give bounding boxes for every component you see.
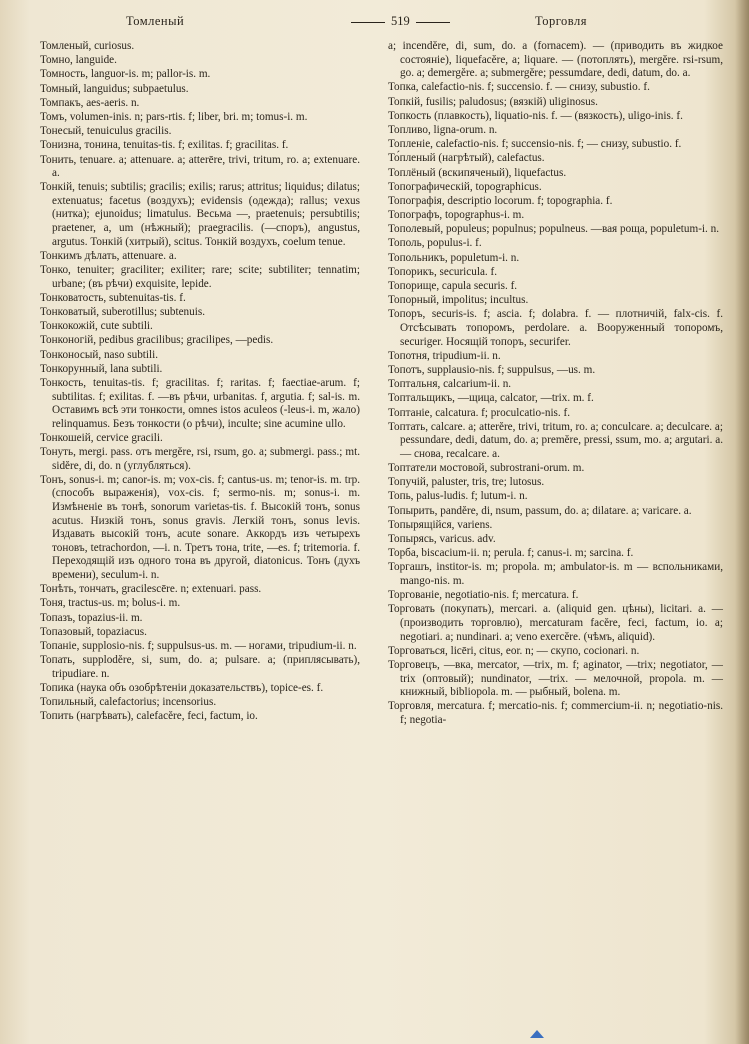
dictionary-entry: Топучій, paluster, tris, tre; lutosus. (388, 476, 545, 489)
dictionary-entry: Тонкость, tenuitas-tis. f; gracilitas. f; raritas. f; faectiae-arum. f; subtilitas. f; exilitas. f. —въ рѣчи, urbanitas. f, argutia. f; sal-is. m. Оставимъ всѣ эти тонкости, omnes istos aculeos (-leus-i. m, жало) relinquamus. Безъ тонкости (о рѣчи), inculte; sine acumine ullo. (40, 376, 360, 430)
dictionary-entry: Томпакъ, aes-aeris. n. (40, 96, 140, 109)
dictionary-entry: Топорикъ, securicula. f. (388, 265, 498, 278)
dictionary-entry: Тополевый, populeus; populnus; populneus. —вая роща, populetum-i. n. (388, 223, 720, 236)
dictionary-entry: Топка, calefactio-nis. f; succensio. f. — снизу, subustio. f. (388, 81, 650, 94)
dictionary-entry: Топить (нагрѣвать), calefacĕre, feci, factum, io. (40, 710, 258, 723)
dictionary-entry: Томный, languidus; subpaetulus. (40, 82, 189, 95)
header-left-word: Томленый (126, 14, 185, 28)
dictionary-entry: Тонко, tenuiter; graciliter; exiliter; rare; scite; subtiliter; tennatim; urbane; (въ рѣчи) exquisite, lepide. (40, 264, 360, 290)
dictionary-entry: Торговецъ, —вка, mercator, —trix, m. f; aginator, —trix; negotiator, —trix (оптовый); nundinator, —trix. — мелочной, propola. m. — книжный, bibliopola. m. — рыбный, bolena. m. (388, 658, 723, 699)
rule-right (416, 22, 450, 23)
dictionary-entry: Топорный, impolitus; incultus. (388, 294, 529, 307)
dictionary-entry: Тонкорунный, lana subtili. (40, 362, 163, 375)
dictionary-entry: Топорище, capula securis. f. (388, 280, 518, 292)
dictionary-entry: Топь, palus-ludis. f; lutum-i. n. (388, 490, 528, 503)
dictionary-entry: Торба, biscacium-ii. n; perula. f; canus-i. m; sarcina. f. (388, 547, 634, 560)
dictionary-entry: Топографъ, topographus-i. m. (388, 209, 525, 222)
dictionary-entry: Тонковатость, subtenuitas-tis. f. (40, 291, 186, 304)
dictionary-entry: Топотня, tripudium-ii. n. (388, 349, 501, 362)
dictionary-entry: Томность, languor-is. m; pallor-is. m. (40, 68, 211, 81)
dictionary-entry: Топаніе, supplosio-nis. f; suppulsus-us. m. — ногами, tripudium-ii. n. (40, 639, 357, 652)
dictionary-entry: Топкость (плавкость), liquatio-nis. f. — (вязкость), uligo-inis. f. (388, 109, 683, 122)
dictionary-entry: Топтальщикъ, —щица, calcator, —trix. m. f. (388, 392, 594, 405)
dictionary-entry: Торговля, mercatura. f; mercatio-nis. f; commercium-ii. n; negotiatio-nis. f; negotia- (388, 700, 723, 726)
dictionary-entry: Торгашъ, institor-is. m; propola. m; ambulator-is. m — вспольниками, mango-nis. m. (388, 561, 723, 587)
dictionary-entry: Топтать, calcare. a; atterĕre, trivi, tritum, ro. a; conculcare. a; deculcare. a; pessundare, dedi, datum, do. a; premĕre, pressi, ssum, mo. a; argutari. a. — снова, recalcare. a. (388, 420, 723, 460)
dictionary-entry: Топкій, fusilis; paludosus; (вязкій) uliginosus. (388, 95, 598, 108)
dictionary-entry: Топтатели мостовой, subrostrani-orum. m. (388, 462, 585, 475)
header-right-word: Торговля (535, 14, 587, 28)
dictionary-entry: Торговать (покупать), mercari. a. (aliquid gen. цѣны), licitari. a. — (производить торговлю), mercaturam facĕre, feci, factum, io. a; negotiari. a; nundinari. a; veno exercĕre. (чѣмъ, aliquid). (388, 603, 723, 643)
dictionary-entry: Топильный, calefactorius; incensorius. (40, 696, 217, 709)
left-column (40, 40, 360, 725)
dictionary-entry: Тонуть, mergi. pass. отъ mergĕre, rsi, rsum, go. a; submergi. pass.; mt. sidĕre, di, do. n (углубляться). (40, 446, 360, 472)
dictionary-entry: Тонковатый, suberotillus; subtenuis. (40, 306, 206, 318)
dictionary-entry: Топлёный (вскипяченый), liquefactus. (388, 166, 567, 179)
dictionary-entry: Томно, languide. (40, 54, 117, 67)
dictionary-entry: Тонкокожій, cute subtili. (40, 320, 153, 333)
dictionary-entry: Торговаться, licēri, citus, eor. n; — скупо, cocionari. n. (388, 644, 640, 657)
dictionary-entry: Тоня, tractus-us. m; bolus-i. m. (40, 597, 181, 610)
dictionary-entry: Тонконогій, pedibus gracilibus; gracilipes, —pedis. (40, 334, 274, 347)
dictionary-entry: Топотъ, supplausio-nis. f; suppulsus, —us. m. (388, 363, 596, 376)
dictionary-entry: Тонѣть, тончать, gracilescēre. n; extenuari. pass. (40, 583, 262, 596)
dictionary-entry: Топазъ, topazius-ii. m. (40, 611, 143, 624)
dictionary-entry: Топырить, pandĕre, di, nsum, passum, do. a; dilatare. a; varicare. a. (388, 504, 692, 517)
dictionary-entry: Топографія, descriptio locorum. f; topographia. f. (388, 194, 613, 207)
dictionary-entry: То́пленый (нагрѣтый), calefactus. (388, 152, 545, 165)
dictionary-entry: Томленый, curiosus. (40, 40, 135, 52)
dictionary-entry: a; incendĕre, di, sum, do. a (fornacem). — (приводить въ жидкое состояніе), liquefacĕre, a; liquare. — (потоплять), mergĕre. rsi-rsum, go. a; demergĕre. a; submergĕre; pessumdare, dedi, datum, do. a. (388, 40, 723, 80)
dictionary-entry: Тонкимъ дѣлать, attenuare. a. (40, 249, 177, 262)
dictionary-entry: Топоръ, securis-is. f; ascia. f; dolabra. f. — плотничій, falx-cis. f. Отсѣсывать топоромъ, perdolare. a. Вооруженный топоромъ, securiger. Носящій топоръ, securifer. (388, 308, 723, 348)
dictionary-entry: Тонкошеій, cervice gracili. (40, 431, 163, 444)
dictionary-entry: Топазовый, topaziacus. (40, 625, 147, 638)
dictionary-entry: Топать, supplodĕre, si, sum, do. a; pulsare. a; (приплясывать), tripudiare. n. (40, 654, 360, 680)
dictionary-entry: Тонить, tenuare. a; attenuare. a; atterēre, trivi, tritum, ro. a; extenuare. a. (40, 153, 360, 180)
dictionary-entry: Топырящійся, variens. (388, 518, 493, 531)
dictionary-entry: Топленіе, calefactio-nis. f; succensio-nis. f; — снизу, subustio. f. (388, 138, 682, 151)
dictionary-entry: Торгованіе, negotiatio-nis. f; mercatura. f. (388, 589, 579, 602)
dictionary-entry: Топтальня, calcarium-ii. n. (388, 378, 512, 391)
dictionary-entry: Топольникъ, populetum-i. n. (388, 251, 520, 264)
dictionary-entry: Тонкій, tenuis; subtilis; gracilis; exilis; rarus; attritus; liquidus; dilatus; extenuatus; facetus (воздухъ); evidensis (одежда); rallus; vexus (нитка); ejunoidus; limatulus. Весьма —, praetenuis; persubtilis; praetener, a, um (нѣжный); praegracilis. (—споръ), angustus, argutus. Тонкій (хитрый), scitus. Тонкій воздухъ, coelum tenue. (40, 181, 360, 248)
dictionary-entry: Тонизна, тонина, tenuitas-tis. f; exilitas. f; gracilitas. f. (40, 139, 289, 152)
page-number-group (345, 14, 456, 29)
running-header (30, 14, 727, 36)
dictionary-entry: Томъ, volumen-inis. n; pars-rtis. f; liber, bri. m; tomus-i. m. (40, 110, 308, 123)
dictionary-entry: Топика (наука объ озобрѣтеніи доказательствъ), topice-es. f. (40, 681, 324, 694)
page-number: 519 (391, 14, 410, 28)
dictionary-entry: Тонесый, tenuiculus gracilis. (40, 125, 172, 138)
dictionary-entry: Топырясь, varicus. adv. (388, 533, 496, 545)
rule-left (351, 22, 385, 23)
dictionary-entry: Топографическій, topographicus. (388, 180, 542, 193)
dictionary-entry: Топтаніе, calcatura. f; proculcatio-nis. f. (388, 406, 571, 419)
blue-triangle-icon (530, 1030, 544, 1038)
dictionary-entry: Тополь, populus-i. f. (388, 237, 482, 250)
dictionary-entry: Тонъ, sonus-i. m; canor-is. m; vox-cis. f; cantus-us. m; tenor-is. m. trp. (способъ выраженія), vox-cis. f; sermo-nis. m; sonus-i. m. Измѣненіе въ тонѣ, sonorum varietas-tis. f. Высокій тонъ, sonus acutus. Низкій тонъ, sonus gravis. Легкій тонъ, sonus levis. Издавать высокій тонъ, acute sonare. Аккордъ изъ четырехъ тоновъ, tetrachordon, —i. n. Третъ тона, trite, —es. f; tritemoria. f. Переходящій изъ одного тона въ другой, diatonicus. Тонъ (духъ времени), seculum-i. n. (40, 473, 360, 582)
dictionary-entry: Топливо, ligna-orum. n. (388, 123, 498, 136)
book-spine-shadow (735, 0, 749, 1044)
right-column (388, 40, 723, 728)
dictionary-entry: Тонконосый, naso subtili. (40, 348, 159, 361)
